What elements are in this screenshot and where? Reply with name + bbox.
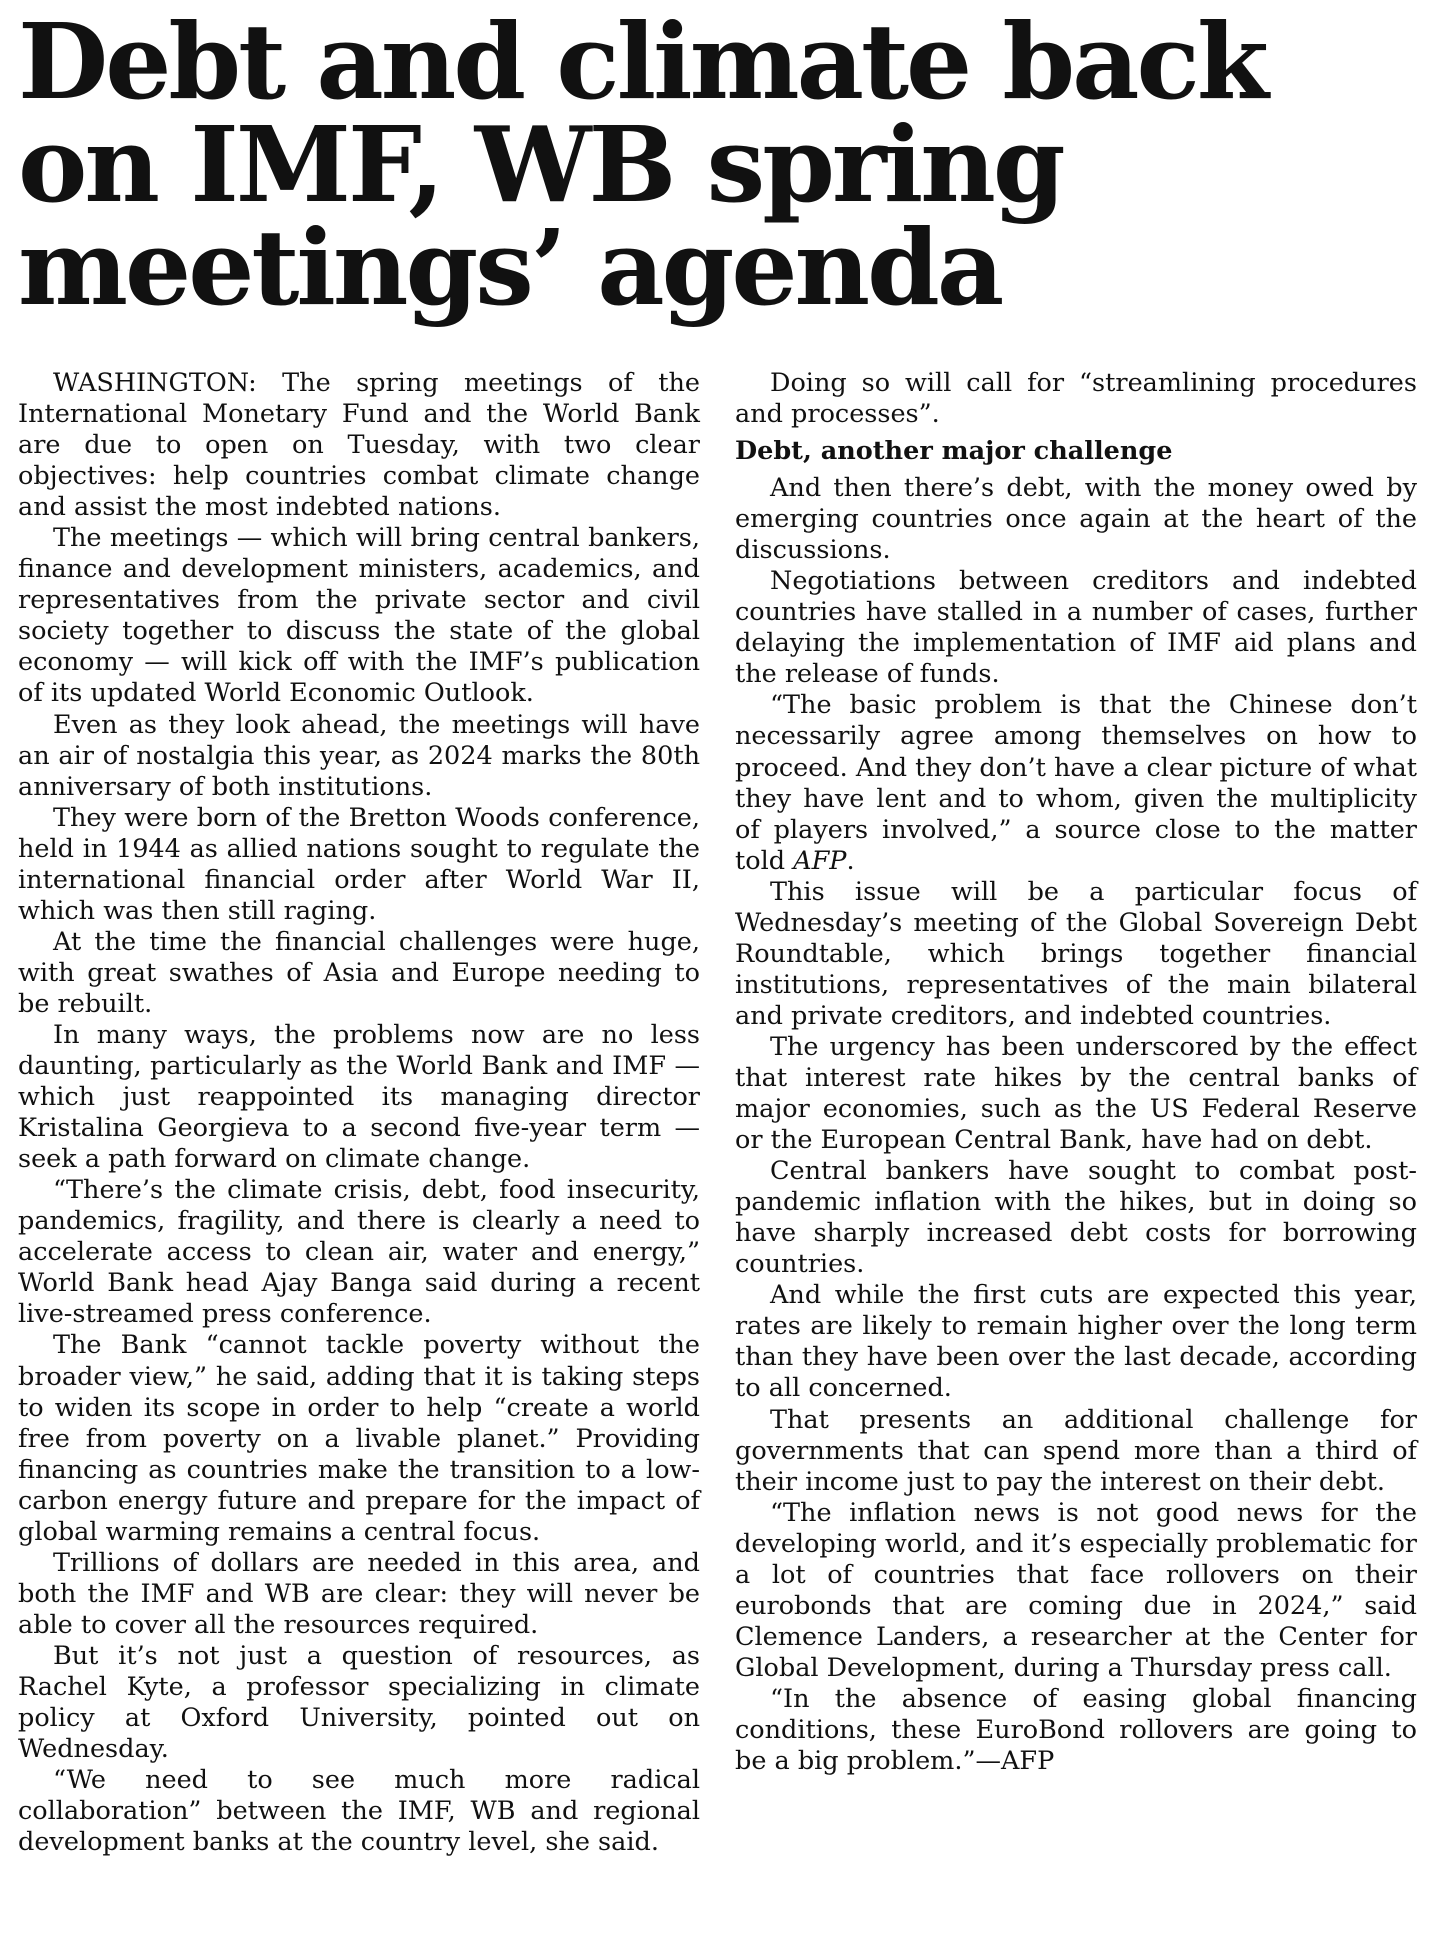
body-paragraph: The Bank “cannot tackle poverty without the broader view,” he said, adding that it is taking steps to widen its scope in order to help “create a world free from poverty on a livable planet.” Providing financing as countries make the transition to a low-carbon energy future and prepare for the impact of global warming remains a central focus. xyxy=(18,1330,700,1547)
source-credit: AFP xyxy=(793,845,847,876)
body-paragraph: They were born of the Bretton Woods conference, held in 1944 as allied nations sought to regulate the international financial order after World War II, which was then still raging. xyxy=(18,802,700,926)
section-subhead: Debt, another major challenge xyxy=(735,436,1173,467)
body-paragraph: Doing so will call for “streamlining procedures and processes”. xyxy=(735,368,1417,430)
body-paragraph: At the time the financial challenges were huge, with great swathes of Asia and Europe needing to be rebuilt. xyxy=(18,926,700,1019)
body-paragraph: But it’s not just a question of resources, as Rachel Kyte, a professor specializing in climate policy at Oxford University, pointed out on Wednesday. xyxy=(18,1640,700,1765)
body-paragraph: That presents an additional challenge for governments that can spend more than a third of their income just to pay the interest on their debt. xyxy=(735,1404,1417,1497)
article-column-right xyxy=(735,368,1417,1777)
body-paragraph: “We need to see much more radical collaboration” between the IMF, WB and regional development banks at the country level, she said. xyxy=(18,1765,700,1858)
body-paragraph: In many ways, the problems now are no less daunting, particularly as the World Bank and IMF — which just reappointed its managing director Kristalina Georgieva to a second five-year term — seek a path forward on climate change. xyxy=(18,1019,700,1175)
body-paragraph: And then there’s debt, with the money owed by emerging countries once again at the heart of the discussions. xyxy=(735,473,1417,566)
body-paragraph: “There’s the climate crisis, debt, food insecurity, pandemics, fragility, and there is clearly a need to accelerate access to clean air, water and energy,” World Bank head Ajay Banga said during a recent live-streamed press conference. xyxy=(18,1175,700,1330)
body-paragraph: The urgency has been underscored by the effect that interest rate hikes by the central banks of major economies, such as the US Federal Reserve or the European Central Bank, have had on debt. xyxy=(735,1031,1417,1156)
body-paragraph: Trillions of dollars are needed in this area, and both the IMF and WB are clear: they will never be able to cover all the resources required. xyxy=(18,1547,700,1640)
body-paragraph: And while the first cuts are expected this year, rates are likely to remain higher over the long term than they have been over the last decade, according to all concerned. xyxy=(735,1280,1417,1404)
body-paragraph: Negotiations between creditors and indebted countries have stalled in a number of cases, further delaying the implementation of IMF aid plans and the release of funds. xyxy=(735,566,1417,690)
article-column-left xyxy=(18,368,700,1858)
body-paragraph: “The inflation news is not good news for the developing world, and it’s especially problematic for a lot of countries that face rollovers on their eurobonds that are coming due in 2024,” said Clemence Landers, a researcher at the Center for Global Development, during a Thursday press call. xyxy=(735,1497,1417,1683)
body-paragraph-final: “In the absence of easing global financing conditions, these EuroBond rollovers are going to be a big problem.”—AFP xyxy=(735,1683,1417,1777)
headline xyxy=(18,0,1418,329)
headline-line-1: Debt and climate back xyxy=(18,0,1266,123)
sentence-end: . xyxy=(846,845,855,876)
body-paragraph: WASHINGTON: The spring meetings of the International Monetary Fund and the World Bank are due to open on Tuesday, with two clear objectives: help countries combat climate change and assist the most indebted nations. xyxy=(18,368,700,523)
body-paragraph: Even as they look ahead, the meetings will have an air of nostalgia this year, as 2024 marks the 80th anniversary of both institutions. xyxy=(18,709,700,802)
headline-line-3: meetings’ agenda xyxy=(18,206,1002,329)
quote-text: “The basic problem is that the Chinese don’t necessarily agree among themselves on how to proceed. And they don’t have a clear picture of what they have lent and to whom, given the multiplicity of players involved,” a source close to the matter told xyxy=(735,690,1417,876)
headline-line-2: on IMF, WB spring xyxy=(18,103,1063,226)
body-paragraph: Central bankers have sought to combat post-pandemic inflation with the hikes, but in doing so have sharply increased debt costs for borrowing countries. xyxy=(735,1156,1417,1280)
body-paragraph-with-source xyxy=(735,690,1417,876)
body-paragraph: This issue will be a particular focus of Wednesday’s meeting of the Global Sovereign Debt Roundtable, which brings together financial institutions, representatives of the main bilateral and private creditors, and indebted countries. xyxy=(735,876,1417,1031)
body-paragraph: The meetings — which will bring central bankers, finance and development ministers, academics, and representatives from the private sector and civil society together to discuss the state of the global economy — will kick off with the IMF’s publication of its updated World Economic Outlook. xyxy=(18,523,700,709)
